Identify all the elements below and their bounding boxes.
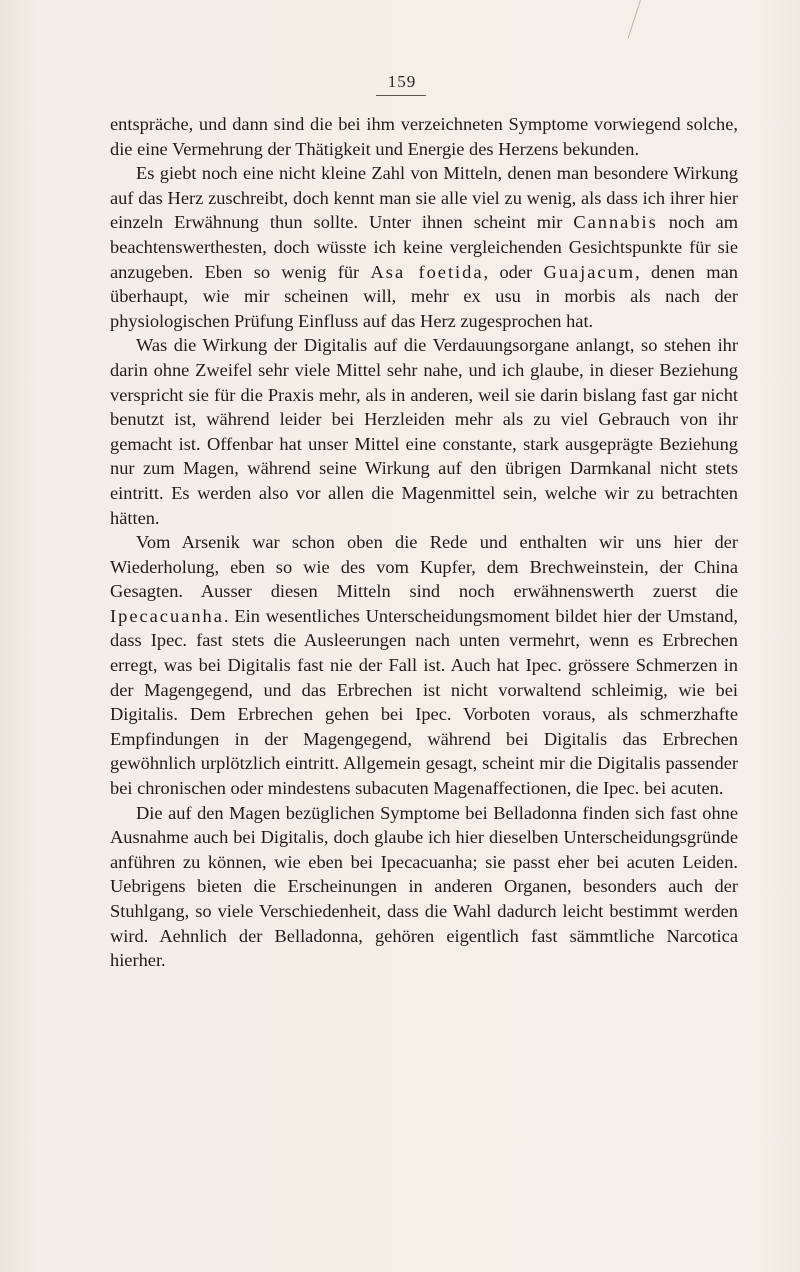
page-number-rule: [376, 95, 426, 96]
paragraph: [110, 161, 738, 333]
paragraph: [110, 112, 738, 161]
emphasized-term: Ipecacuanha: [110, 605, 224, 626]
paragraph-text: . Ein wesentliches Unterscheidungsmoment bildet hier der Umstand, dass Ipec. fast stets die Ausleerungen nach unten vermehrt, wenn es Erbrechen erregt, was bei Digitalis fast nie der Fall ist. Auch hat Ipec. grössere Schmerzen in der Magengegend, und das Erbrechen ist nicht vorwaltend schleimig, wie bei Digitalis. Dem Erbrechen gehen bei Ipec. Vorboten voraus, als schmerzhafte Empfindungen in der Magengegend, während bei Digitalis das Erbrechen gewöhnlich urplötzlich eintritt. Allgemein gesagt, scheint mir die Digitalis passender bei chronischen oder mindestens subacuten Magenaffectionen, die Ipec. bei acuten.: [110, 605, 738, 799]
body-text: [110, 112, 738, 973]
emphasized-term: Asa foetida: [370, 261, 484, 282]
paragraph-text: , oder: [483, 261, 544, 282]
paragraph-text: entspräche, und dann sind die bei ihm verzeichneten Symptome vorwiegend solche, die eine Vermehrung der Thätigkeit und Energie des Herzens bekunden.: [110, 114, 738, 159]
paragraph-text: Es giebt noch eine nicht kleine Zahl von Mitteln, denen man besondere Wirkung auf das Herz zuschreibt, doch kennt man sie alle viel zu wenig, als dass ich ihrer hier einzeln Erwähnung thun sollte. Unter ihnen scheint mir: [110, 163, 738, 233]
paragraph: [110, 333, 738, 530]
paragraph: [110, 801, 738, 973]
paragraph-text: Was die Wirkung der Digitalis auf die Verdauungsorgane anlangt, so stehen ihr darin ohne Zweifel sehr viele Mittel sehr nahe, und ich glaube, in dieser Beziehung verspricht sie für die Praxis mehr, als in anderen, weil sie darin bislang fast gar nicht benutzt ist, während leider bei Herzleiden mehr als zu viel Gebrauch von ihr gemacht ist. Offenbar hat unser Mittel eine constante, stark ausgeprägte Beziehung nur zum Magen, während seine Wirkung auf den übrigen Darmkanal nicht stets eintritt. Es werden also vor allen die Magenmittel sein, welche wir zu betrachten hätten.: [110, 335, 738, 528]
page-number: 159: [387, 72, 417, 91]
margin-mark: [628, 0, 641, 38]
paragraph-text: Vom Arsenik war schon oben die Rede und enthalten wir uns hier der Wiederholung, eben so wie des vom Kupfer, dem Brechweinstein, der China Gesagten. Ausser diesen Mitteln sind noch erwähnenswerth zuerst die: [110, 532, 738, 602]
emphasized-term: Guajacum: [543, 261, 636, 282]
paragraph: [110, 530, 738, 801]
ink-speck: [600, 1168, 606, 1176]
paragraph-text: noch am beachtenswerthesten, doch wüsste ich keine vergleichenden Gesichtspunkte für sie anzugeben. Eben so wenig für: [110, 212, 739, 282]
paragraph-text: Die auf den Magen bezüglichen Symptome bei Belladonna finden sich fast ohne Ausnahme auch bei Digitalis, doch glaube ich hier dieselben Unterscheidungsgründe anführen zu können, wie eben bei Ipecacuanha; sie passt eher bei acuten Leiden. Uebrigens bieten die Erscheinungen in anderen Organen, besonders auch der Stuhlgang, so viele Verschiedenheit, dass die Wahl dadurch leicht bestimmt werden wird. Aehnlich der Belladonna, gehören eigentlich fast sämmtliche Narcotica hierher.: [110, 802, 738, 971]
emphasized-term: Cannabis: [573, 212, 658, 233]
paragraph-text: , denen man überhaupt, wie mir scheinen will, mehr ex usu in morbis als nach der physiologischen Prüfung Einfluss auf das Herz zugesprochen hat.: [110, 261, 738, 331]
